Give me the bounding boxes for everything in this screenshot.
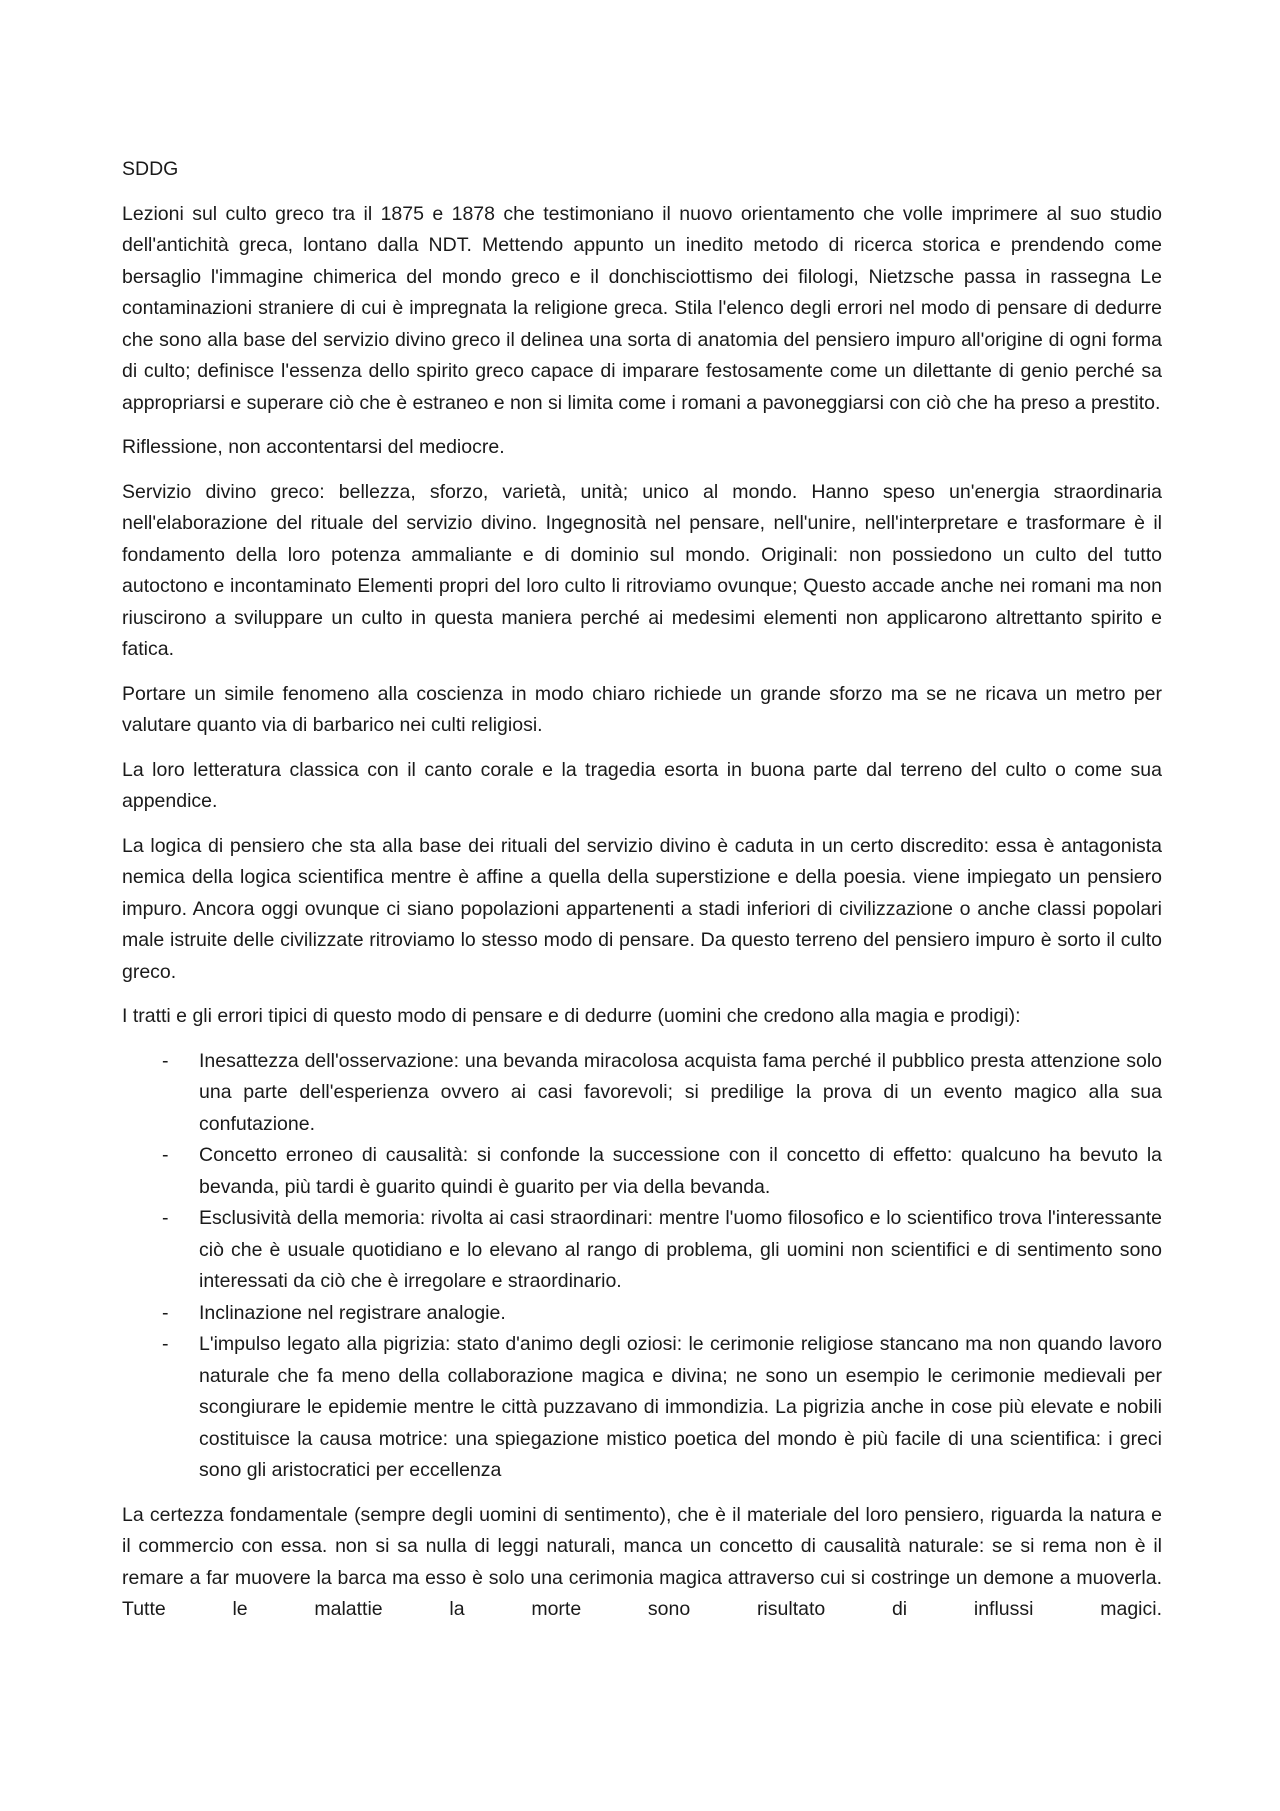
list-item-text: Inclinazione nel registrare analogie. (199, 1301, 506, 1324)
paragraph-servizio-divino: Servizio divino greco: bellezza, sforzo, varietà, unità; unico al mondo. Hanno speso un'energia straordinaria nell'elaborazione del rituale del servizio divino. Ingegnosità nel pensare, nell'unire, nell'interpretare e trasformare è il fondamento della loro potenza ammaliante e di dominio sul mondo. Originali: non possiedono un culto del tutto autoctono e incontaminato Elementi propri del loro culto li ritroviamo ovunque; Questo accade anche nei romani ma non riuscirono a sviluppare un culto in questa maniera perché ai medesimi elementi non applicarono altrettanto spirito e fatica. (122, 480, 1162, 660)
paragraph-tratti-intro: I tratti e gli errori tipici di questo modo di pensare e di dedurre (uomini che credono alla magia e prodigi): (122, 1005, 1021, 1027)
errors-list (122, 1046, 1162, 1487)
list-item-text: Esclusività della memoria: rivolta ai casi straordinari: mentre l'uomo filosofico e lo scientifico trova l'interessante ciò che è usuale quotidiano e lo elevano al rango di problema, gli uomini non scientifici e di sentimento sono interessati da ciò che è irregolare e straordinario. (199, 1207, 1162, 1292)
paragraph-intro: Lezioni sul culto greco tra il 1875 e 1878 che testimoniano il nuovo orientamento che volle imprimere al suo studio dell'antichità greca, lontano dalla NDT. Mettendo appunto un inedito metodo di ricerca storica e prendendo come bersaglio l'immagine chimerica del mondo greco e il donchisciottismo dei filologi, Nietzsche passa in rassegna Le contaminazioni straniere di cui è impregnata la religione greca. Stila l'elenco degli errori nel modo di pensare di dedurre che sono alla base del servizio divino greco il delinea una sorta di anatomia del pensiero impuro all'origine di ogni forma di culto; definisce l'essenza dello spirito greco capace di imparare festosamente come un dilettante di genio perché sa appropriarsi e superare ciò che è estraneo e non si limita come i romani a pavoneggiarsi con ciò che ha preso a prestito. (122, 202, 1162, 414)
bullet-dash: - (162, 1049, 169, 1072)
paragraph-logica: La logica di pensiero che sta alla base dei rituali del servizio divino è caduta in un certo discredito: essa è antagonista nemica della logica scientifica mentre è affine a quella della superstizione e della poesia. viene impiegato un pensiero impuro. Ancora oggi ovunque ci siano popolazioni appartenenti a stadi inferiori di civilizzazione o anche classi popolari male istruite delle civilizzate ritroviamo lo stesso modo di pensare. Da questo terreno del pensiero impuro è sorto il culto greco. (122, 834, 1162, 983)
paragraph-fenomeno: Portare un simile fenomeno alla coscienza in modo chiaro richiede un grande sforzo ma se ne ricava un metro per valutare quanto via di barbarico nei culti religiosi. (122, 682, 1162, 736)
list-item (122, 1203, 1162, 1298)
list-item-text: L'impulso legato alla pigrizia: stato d'animo degli oziosi: le cerimonie religiose stancano ma non quando lavoro naturale che fa meno della collaborazione magica e divina; ne sono un esempio le cerimonie medievali per scongiurare le epidemie mentre le città puzzavano di immondizia. La pigrizia anche in cose più elevate e nobili costituisce la causa motrice: una spiegazione mistico poetica del mondo è più facile di una scientifica: i greci sono gli aristocratici per eccellenza (199, 1333, 1162, 1481)
bullet-dash: - (162, 1144, 169, 1166)
bullet-dash: - (162, 1301, 169, 1324)
list-item (122, 1140, 1162, 1203)
list-item-text: Inesattezza dell'osservazione: una bevanda miracolosa acquista fama perché il pubblico presta attenzione solo una parte dell'esperienza ovvero ai casi favorevoli; si predilige la prova di un evento magico alla sua confutazione. (199, 1049, 1162, 1135)
bullet-dash: - (162, 1333, 169, 1355)
paragraph-riflessione: Riflessione, non accontentarsi del mediocre. (122, 436, 505, 458)
document-title: SDDG (122, 158, 179, 180)
list-item (122, 1046, 1162, 1141)
paragraph-certezza: La certezza fondamentale (sempre degli uomini di sentimento), che è il materiale del loro pensiero, riguarda la natura e il commercio con essa. non si sa nulla di leggi naturali, manca un concetto di causalità naturale: se si rema non è il remare a far muovere la barca ma esso è solo una cerimonia magica attraverso cui si costringe un demone a muoverla. Tutte le malattie la morte sono risultato di influssi magici. (122, 1503, 1162, 1620)
list-item (122, 1329, 1162, 1487)
bullet-dash: - (162, 1207, 169, 1229)
paragraph-letteratura: La loro letteratura classica con il canto corale e la tragedia esorta in buona parte dal terreno del culto o come sua appendice. (122, 758, 1162, 812)
list-item-text: Concetto erroneo di causalità: si confonde la successione con il concetto di effetto: qualcuno ha bevuto la bevanda, più tardi è guarito quindi è guarito per via della bevanda. (199, 1144, 1162, 1198)
list-item (122, 1298, 1162, 1330)
